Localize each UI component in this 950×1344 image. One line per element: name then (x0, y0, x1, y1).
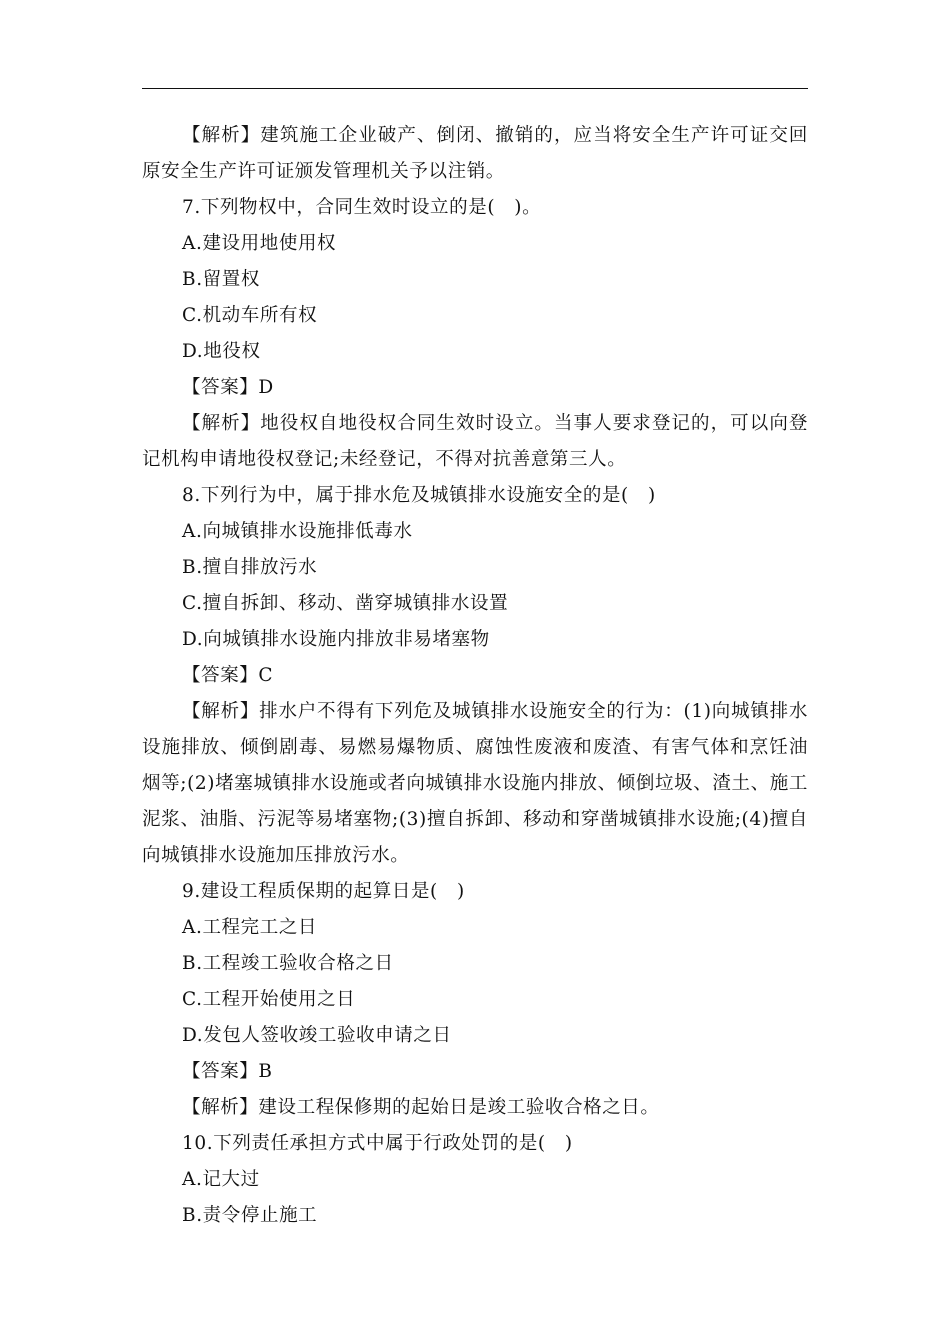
q7-answer: 【答案】D (182, 377, 274, 398)
q8-option-c: C.擅自拆卸、移动、凿穿城镇排水设置 (182, 593, 509, 614)
q10-option-b: B.责令停止施工 (182, 1205, 318, 1226)
q8-option-d: D.向城镇排水设施内排放非易堵塞物 (182, 629, 490, 650)
q7-explanation: 【解析】地役权自地役权合同生效时设立。当事人要求登记的，可以向登记机构申请地役权登记;未经登记，不得对抗善意第三人。 (142, 413, 808, 470)
q9-option-d: D.发包人签收竣工验收申请之日 (182, 1025, 452, 1046)
question-10: 10.下列责任承担方式中属于行政处罚的是( ) (182, 1133, 573, 1154)
q8-option-a: A.向城镇排水设施排低毒水 (182, 521, 413, 542)
header-rule (142, 88, 808, 89)
document-body (142, 118, 808, 1234)
question-9: 9.建设工程质保期的起算日是( ) (182, 881, 465, 902)
question-8: 8.下列行为中，属于排水危及城镇排水设施安全的是( ) (182, 485, 656, 506)
question-7: 7.下列物权中，合同生效时设立的是( )。 (182, 197, 542, 218)
q9-option-a: A.工程完工之日 (182, 917, 318, 938)
q10-option-a: A.记大过 (182, 1169, 260, 1190)
q7-option-c: C.机动车所有权 (182, 305, 318, 326)
q7-option-d: D.地役权 (182, 341, 261, 362)
explanation-q6: 【解析】建筑施工企业破产、倒闭、撤销的，应当将安全生产许可证交回原安全生产许可证颁发管理机关予以注销。 (142, 125, 808, 182)
q9-explanation: 【解析】建设工程保修期的起始日是竣工验收合格之日。 (182, 1097, 660, 1118)
q8-option-b: B.擅自排放污水 (182, 557, 318, 578)
q9-answer: 【答案】B (182, 1061, 273, 1082)
q7-option-a: A.建设用地使用权 (182, 233, 337, 254)
q8-explanation: 【解析】排水户不得有下列危及城镇排水设施安全的行为：(1)向城镇排水设施排放、倾倒剧毒、易燃易爆物质、腐蚀性废液和废渣、有害气体和烹饪油烟等;(2)堵塞城镇排水设施或者向城镇排水设施内排放、倾倒垃圾、渣土、施工泥浆、油脂、污泥等易堵塞物;(3)擅自拆卸、移动和穿凿城镇排水设施;(4)擅自向城镇排水设施加压排放污水。 (142, 701, 808, 866)
q9-option-b: B.工程竣工验收合格之日 (182, 953, 394, 974)
q9-option-c: C.工程开始使用之日 (182, 989, 356, 1010)
q8-answer: 【答案】C (182, 665, 274, 686)
q7-option-b: B.留置权 (182, 269, 260, 290)
